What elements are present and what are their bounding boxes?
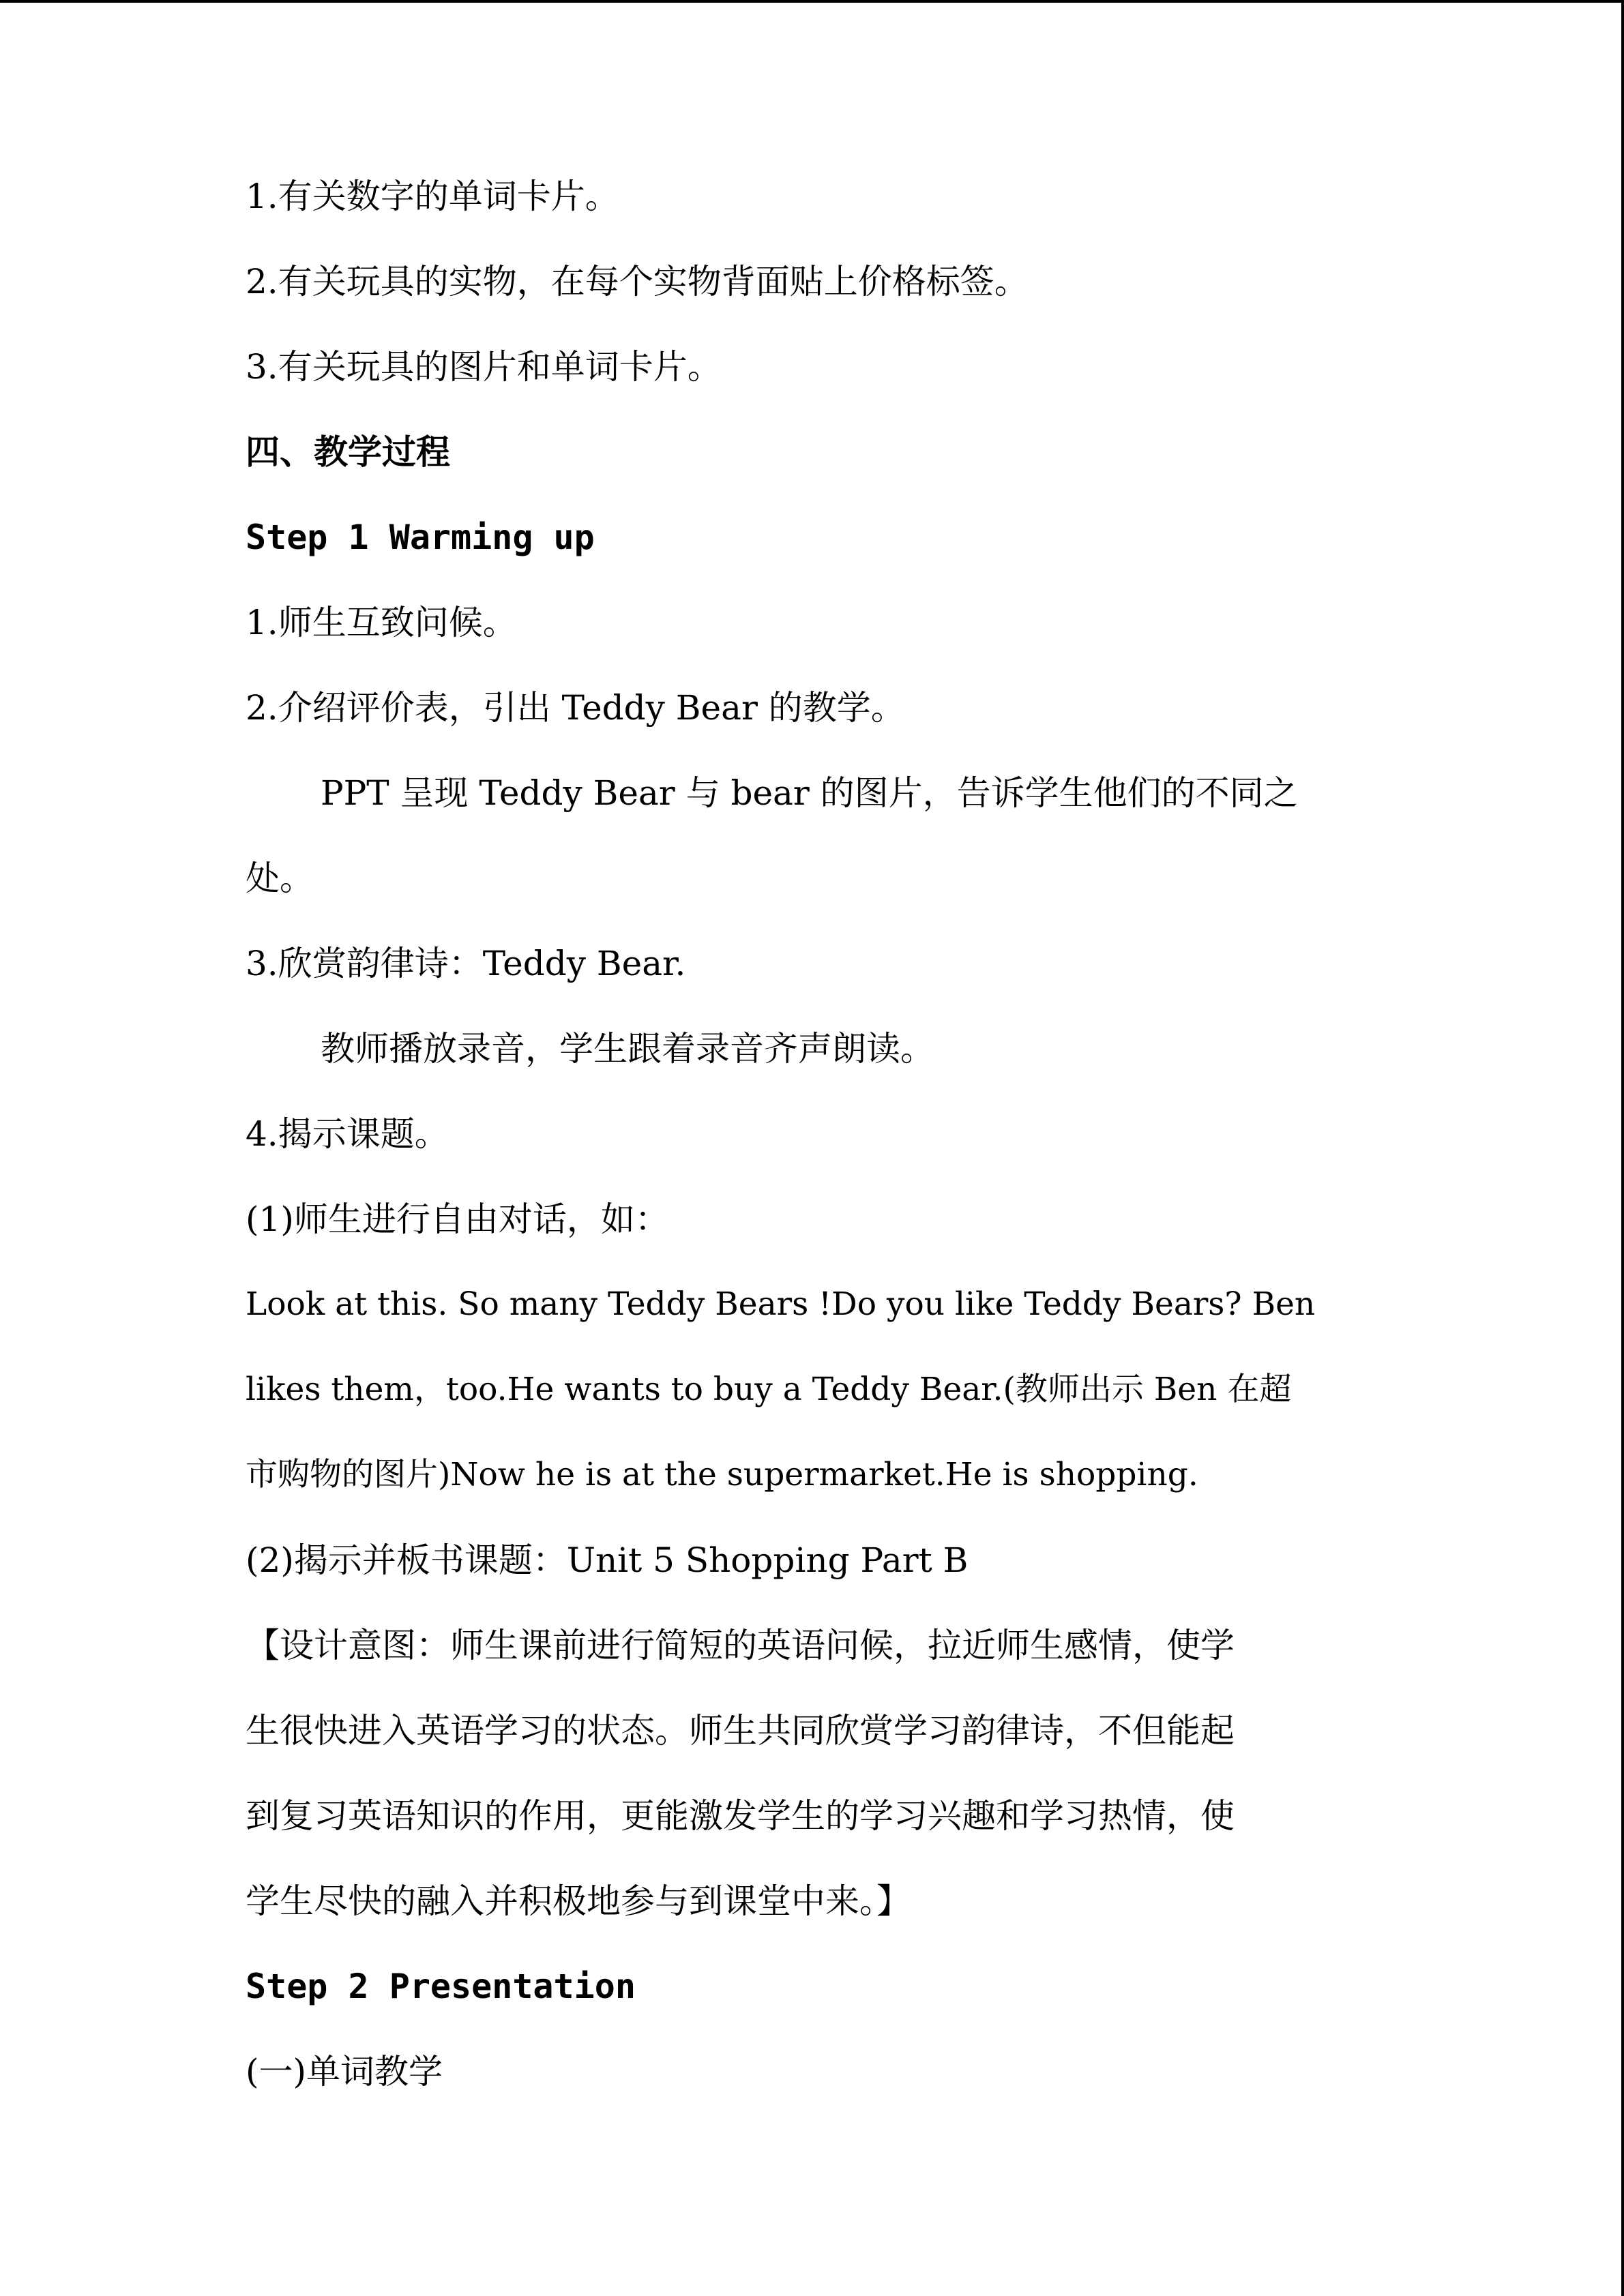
dialogue-line-3: 市购物的图片)Now he is at the supermarket.He is shopping. [246, 1456, 1198, 1493]
prep-item-1: 1.有关数字的单词卡片。 [246, 177, 619, 216]
step-1-item-4-sub-1: (1)师生进行自由对话，如： [246, 1199, 669, 1239]
step-1-item-3: 3.欣赏韵律诗：Teddy Bear. [246, 944, 686, 983]
prep-item-3: 3.有关玩具的图片和单词卡片。 [246, 347, 722, 387]
step-1-item-2-detail: PPT 呈现 Teddy Bear 与 bear 的图片，告诉学生他们的不同之 [321, 773, 1298, 813]
dialogue-line-1: Look at this. So many Teddy Bears !Do you like Teddy Bears? Ben [246, 1285, 1316, 1323]
section-heading: 四、教学过程 [246, 432, 450, 472]
step-1-heading: Step 1 Warming up [246, 518, 595, 557]
step-1-item-4-sub-2: (2)揭示并板书课题：Unit 5 Shopping Part B [246, 1540, 969, 1580]
design-intent-line-2: 生很快进入英语学习的状态。师生共同欣赏学习韵律诗，不但能起 [246, 1711, 1235, 1750]
step-2-sub-heading: (一)单词教学 [246, 2052, 443, 2091]
design-intent-line-3: 到复习英语知识的作用，更能激发学生的学习兴趣和学习热情，使 [246, 1796, 1235, 1836]
step-1-item-2-detail-cont: 处。 [246, 859, 314, 898]
dialogue-line-2: likes them，too.He wants to buy a Teddy Bear.(教师出示 Ben 在超 [246, 1371, 1292, 1408]
page-right-border [1621, 0, 1624, 2296]
design-intent-line-4: 学生尽快的融入并积极地参与到课堂中来。】 [246, 1881, 911, 1921]
step-1-item-3-detail: 教师播放录音，学生跟着录音齐声朗读。 [321, 1029, 934, 1069]
step-1-item-2: 2.介绍评价表，引出 Teddy Bear 的教学。 [246, 688, 905, 728]
design-intent-line-1: 【设计意图：师生课前进行简短的英语问候，拉近师生感情，使学 [246, 1626, 1235, 1665]
step-1-item-4: 4.揭示课题。 [246, 1114, 449, 1154]
step-2-heading: Step 2 Presentation [246, 1967, 636, 2006]
step-1-item-1: 1.师生互致问候。 [246, 603, 517, 642]
page-top-border [0, 0, 1624, 3]
prep-item-2: 2.有关玩具的实物，在每个实物背面贴上价格标签。 [246, 262, 1029, 301]
